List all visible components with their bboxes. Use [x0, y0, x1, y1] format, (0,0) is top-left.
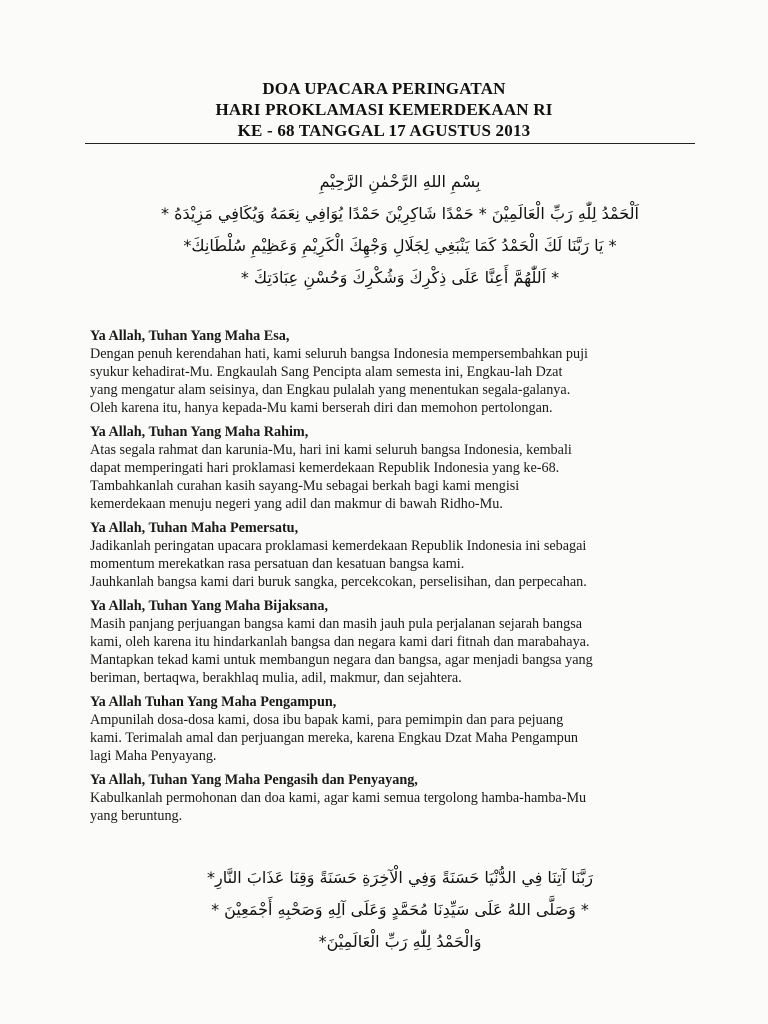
- section-title: Ya Allah, Tuhan Yang Maha Pengasih dan Penyayang,: [90, 772, 418, 788]
- body-line: Oleh karena itu, hanya kepada-Mu kami berserah diri dan memohon pertolongan.: [90, 400, 553, 416]
- prayer-section: [90, 519, 702, 591]
- section-body: [90, 789, 702, 825]
- prayer-section: [90, 423, 702, 513]
- arabic-basmalah: بِسْمِ اللهِ الرَّحْمٰنِ الرَّحِيْمِ: [319, 172, 481, 191]
- arabic-line: * يَا رَبَّنَا لَكَ الْحَمْدُ كَمَا يَنْبَغِي لِجَلَالِ وَجْهِكَ الْكَرِيْمِ وَعَظِيْمِ سُلْطَانِكَ*: [183, 236, 617, 255]
- title-line-3: KE - 68 TANGGAL 17 AGUSTUS 2013: [237, 121, 531, 140]
- body-line: yang mengatur alam seisinya, dan Engkau pulalah yang menentukan segala-galanya.: [90, 382, 571, 398]
- body-line: Jauhkanlah bangsa kami dari buruk sangka, percekcokan, perselisihan, dan perpecahan.: [90, 574, 587, 590]
- body-line: Mantapkan tekad kami untuk membangun negara dan bangsa, agar menjadi bangsa yang: [90, 652, 593, 668]
- body-line: syukur kehadirat-Mu. Engkaulah Sang Pencipta alam semesta ini, Engkau-lah Dzat: [90, 364, 563, 380]
- arabic-closing-prayer: [120, 862, 680, 958]
- prayer-body: [90, 327, 702, 831]
- body-line: kemerdekaan menuju negeri yang adil dan makmur di bawah Ridho-Mu.: [90, 496, 503, 512]
- header-divider: [85, 143, 695, 144]
- body-line: Masih panjang perjuangan bangsa kami dan masih jauh pula perjalanan sejarah bangsa: [90, 616, 583, 632]
- title-line-1: DOA UPACARA PERINGATAN: [262, 79, 506, 98]
- body-line: dapat memperingati hari proklamasi kemerdekaan Republik Indonesia yang ke-68.: [90, 460, 560, 476]
- section-title: Ya Allah, Tuhan Yang Maha Rahim,: [90, 424, 309, 440]
- arabic-line: وَالْحَمْدُ لِلّٰهِ رَبِّ الْعَالَمِيْنَ*: [318, 932, 482, 951]
- body-line: Ampunilah dosa-dosa kami, dosa ibu bapak kami, para pemimpin dan para pejuang: [90, 712, 564, 728]
- body-line: kami, oleh karena itu hindarkanlah bangsa dan negara kami dari fitnah dan marabahaya.: [90, 634, 590, 650]
- section-title: Ya Allah, Tuhan Yang Maha Bijaksana,: [90, 598, 328, 614]
- section-title: Ya Allah, Tuhan Maha Pemersatu,: [90, 520, 299, 536]
- section-body: [90, 615, 702, 687]
- section-body: [90, 711, 702, 765]
- arabic-opening-prayer: [120, 166, 680, 294]
- body-line: kami. Terimalah amal dan perjuangan mereka, karena Engkau Dzat Maha Pengampun: [90, 730, 579, 746]
- arabic-line: * اَللّٰهُمَّ أَعِنَّا عَلَى ذِكْرِكَ وَشُكْرِكَ وَحُسْنِ عِبَادَتِكَ *: [240, 268, 560, 287]
- body-line: Dengan penuh kerendahan hati, kami seluruh bangsa Indonesia mempersembahkan puji: [90, 346, 588, 362]
- title-line-2: HARI PROKLAMASI KEMERDEKAAN RI: [215, 100, 553, 119]
- section-body: [90, 537, 702, 591]
- body-line: lagi Maha Penyayang.: [90, 748, 217, 764]
- body-line: Tambahkanlah curahan kasih sayang-Mu sebagai berkah bagi kami mengisi: [90, 478, 520, 494]
- body-line: beriman, bertaqwa, berakhlaq mulia, adil, makmur, dan sejahtera.: [90, 670, 462, 686]
- prayer-section: [90, 597, 702, 687]
- document-header: [0, 78, 768, 141]
- prayer-section: [90, 327, 702, 417]
- body-line: Jadikanlah peringatan upacara proklamasi kemerdekaan Republik Indonesia ini sebagai: [90, 538, 587, 554]
- body-line: Kabulkanlah permohonan dan doa kami, agar kami semua tergolong hamba-hamba-Mu: [90, 790, 587, 806]
- body-line: momentum merekatkan rasa persatuan dan kesatuan bangsa kami.: [90, 556, 465, 572]
- section-body: [90, 441, 702, 513]
- section-title: Ya Allah Tuhan Yang Maha Pengampun,: [90, 694, 337, 710]
- body-line: Atas segala rahmat dan karunia-Mu, hari ini kami seluruh bangsa Indonesia, kembali: [90, 442, 572, 458]
- section-title: Ya Allah, Tuhan Yang Maha Esa,: [90, 328, 290, 344]
- body-line: yang beruntung.: [90, 808, 183, 824]
- prayer-section: [90, 771, 702, 825]
- section-body: [90, 345, 702, 417]
- arabic-line: رَبَّنَا آتِنَا فِي الدُّنْيَا حَسَنَةً وَفِي الْآخِرَةِ حَسَنَةً وَقِنَا عَذَابَ النَّارِ*: [206, 868, 593, 887]
- arabic-line: اَلْحَمْدُ لِلّٰهِ رَبِّ الْعَالَمِيْنَ * حَمْدًا شَاكِرِيْنَ حَمْدًا يُوَافِي نِعَمَهُ وَيُكَافِي مَزِيْدَهُ *: [161, 204, 639, 223]
- prayer-section: [90, 693, 702, 765]
- arabic-line: * وَصَلَّى اللهُ عَلَى سَيِّدِنَا مُحَمَّدٍ وَعَلَى آلِهِ وَصَحْبِهِ أَجْمَعِيْنَ *: [211, 900, 589, 919]
